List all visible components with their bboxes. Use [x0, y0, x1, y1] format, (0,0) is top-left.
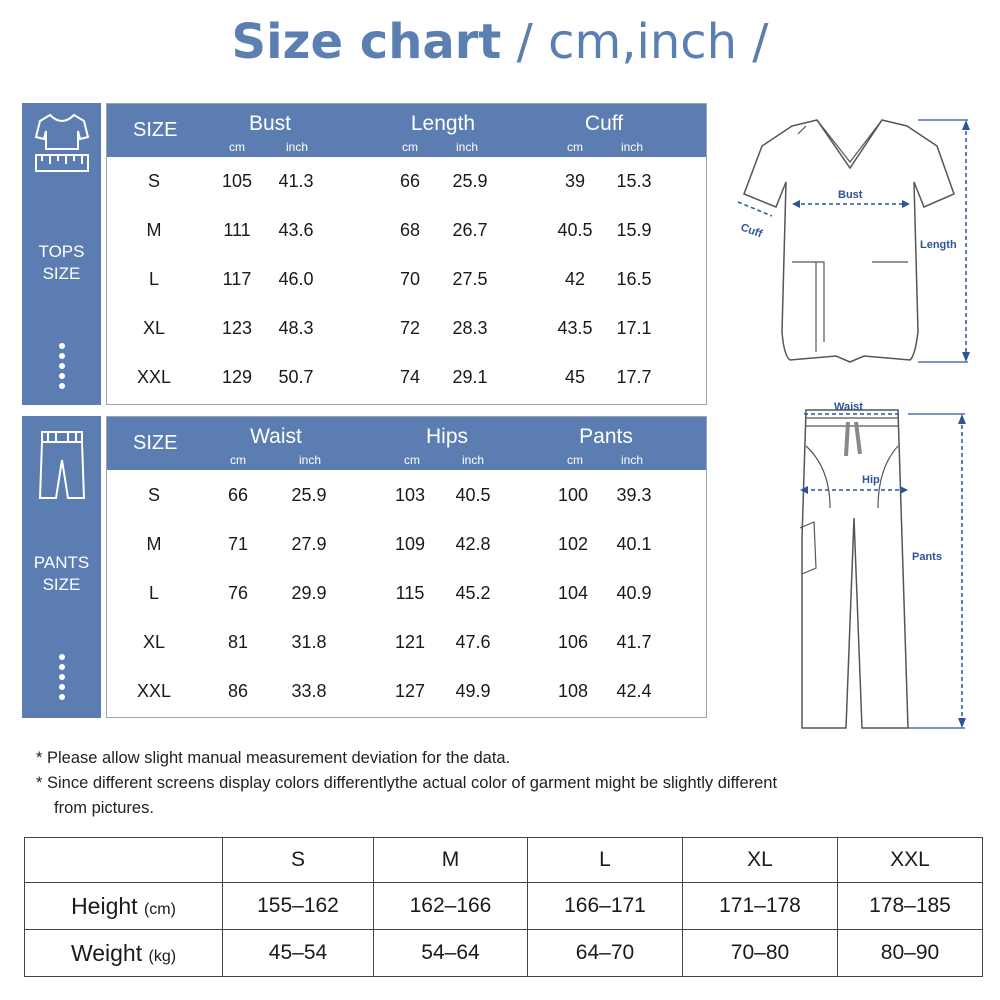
table-cell: 26.7 — [452, 220, 488, 240]
hips-header: Hips — [425, 425, 468, 448]
hw-size-l: L — [528, 838, 683, 883]
pants-table-header — [107, 417, 706, 470]
table-cell: 81 — [227, 632, 249, 652]
unit-cm: cm — [229, 140, 245, 154]
table-cell: 48.3 — [278, 318, 314, 338]
table-cell: 42 — [564, 269, 586, 289]
tops-table-header — [107, 104, 706, 157]
unit-cm: cm — [230, 453, 246, 467]
tops-side-panel — [22, 103, 101, 405]
table-cell: 15.9 — [616, 220, 652, 240]
table-cell: 71 — [227, 534, 249, 554]
table-cell: 25.9 — [452, 171, 488, 191]
unit-inch: inch — [461, 453, 484, 467]
table-cell: 16.5 — [616, 269, 652, 289]
weight-xxl: 80–90 — [838, 930, 983, 977]
pants-size-label: SIZE — [42, 575, 81, 594]
table-cell: 104 — [557, 583, 589, 603]
title-main: Size chart — [231, 14, 502, 70]
unit-inch: inch — [285, 140, 308, 154]
table-cell: 127 — [394, 681, 426, 701]
unit-cm: cm — [567, 453, 583, 467]
height-xl: 171–178 — [683, 883, 838, 930]
table-cell: 66 — [227, 485, 249, 505]
table-cell: 15.3 — [616, 171, 652, 191]
weight-xl: 70–80 — [683, 930, 838, 977]
table-cell: 39 — [564, 171, 586, 191]
size-cell: XXL — [136, 681, 172, 701]
table-cell: 103 — [394, 485, 426, 505]
pants-length-label: Pants — [912, 551, 942, 563]
tops-size-label: SIZE — [42, 264, 81, 283]
unit-inch: inch — [298, 453, 321, 467]
hw-size-xxl: XXL — [838, 838, 983, 883]
weight-unit: (kg) — [148, 947, 177, 965]
weight-m: 54–64 — [374, 930, 528, 977]
hip-label: Hip — [862, 474, 880, 486]
tops-size-table — [106, 103, 707, 405]
size-cell: XXL — [136, 367, 172, 387]
height-weight-table — [24, 837, 983, 977]
pants-label: PANTS — [33, 553, 90, 572]
dots-icon — [59, 343, 65, 393]
table-cell: 50.7 — [278, 367, 314, 387]
table-cell: 121 — [394, 632, 426, 652]
size-cell: M — [146, 534, 162, 554]
table-cell: 100 — [557, 485, 589, 505]
note-1: * Please allow slight manual measurement deviation for the data. — [36, 749, 511, 767]
hw-size-s: S — [223, 838, 374, 883]
table-cell: 117 — [222, 269, 252, 289]
table-cell: 43.5 — [557, 318, 593, 338]
pants-header: Pants — [579, 425, 633, 448]
table-cell: 40.9 — [616, 583, 652, 603]
weight-s: 45–54 — [223, 930, 374, 977]
table-cell: 39.3 — [616, 485, 652, 505]
unit-inch: inch — [620, 453, 643, 467]
size-cell: L — [148, 269, 159, 289]
height-xxl: 178–185 — [838, 883, 983, 930]
hw-corner-cell — [25, 838, 223, 883]
table-cell: 25.9 — [291, 485, 327, 505]
unit-cm: cm — [567, 140, 583, 154]
size-cell: XL — [142, 318, 166, 338]
size-cell: XL — [142, 632, 166, 652]
table-cell: 45.2 — [455, 583, 491, 603]
bust-label: Bust — [838, 189, 863, 201]
table-cell: 46.0 — [278, 269, 314, 289]
height-l: 166–171 — [528, 883, 683, 930]
table-cell: 74 — [399, 367, 421, 387]
table-cell: 42.8 — [455, 534, 491, 554]
size-cell: S — [147, 485, 160, 505]
height-row — [25, 883, 983, 930]
note-2: * Since different screens display colors differentlythe actual color of garment might be slightly different — [36, 774, 778, 792]
height-label-cell — [25, 883, 223, 930]
table-cell: 40.5 — [455, 485, 491, 505]
table-cell: 47.6 — [455, 632, 491, 652]
table-cell: 86 — [227, 681, 249, 701]
hw-size-m: M — [374, 838, 528, 883]
weight-l: 64–70 — [528, 930, 683, 977]
cuff-header: Cuff — [584, 112, 624, 135]
weight-row — [25, 930, 983, 977]
waist-header: Waist — [250, 425, 302, 448]
table-cell: 29.1 — [452, 367, 488, 387]
table-cell: 129 — [221, 367, 253, 387]
size-cell: S — [147, 171, 160, 191]
title-units: / cm,inch / — [516, 14, 769, 70]
table-cell: 115 — [395, 583, 425, 603]
height-unit: (cm) — [143, 900, 176, 918]
length-label: Length — [920, 239, 957, 251]
pants-size-table — [106, 416, 707, 718]
table-cell: 31.8 — [291, 632, 327, 652]
table-cell: 49.9 — [455, 681, 491, 701]
weight-label: Weight — [70, 939, 143, 966]
table-cell: 123 — [221, 318, 253, 338]
table-cell: 43.6 — [278, 220, 314, 240]
unit-inch: inch — [455, 140, 478, 154]
table-cell: 29.9 — [291, 583, 327, 603]
table-cell: 28.3 — [452, 318, 488, 338]
table-cell: 66 — [399, 171, 421, 191]
table-cell: 111 — [223, 220, 251, 240]
table-cell: 45 — [564, 367, 586, 387]
table-cell: 41.7 — [616, 632, 652, 652]
table-cell: 42.4 — [616, 681, 652, 701]
table-cell: 109 — [394, 534, 426, 554]
table-cell: 72 — [399, 318, 421, 338]
size-cell: M — [146, 220, 162, 240]
tops-label: TOPS — [38, 242, 85, 261]
pants-icon — [36, 428, 88, 509]
notes — [36, 746, 777, 821]
page-title — [0, 14, 1000, 70]
unit-cm: cm — [404, 453, 420, 467]
note-2-continued: from pictures. — [54, 799, 154, 817]
bust-header: Bust — [248, 112, 292, 135]
table-cell: 27.9 — [291, 534, 327, 554]
waist-label: Waist — [834, 401, 863, 413]
table-cell: 33.8 — [291, 681, 327, 701]
table-cell: 106 — [557, 632, 589, 652]
size-header: SIZE — [133, 432, 178, 454]
table-cell: 41.3 — [278, 171, 314, 191]
table-cell: 17.1 — [616, 318, 652, 338]
table-cell: 27.5 — [452, 269, 488, 289]
dots-icon — [59, 654, 65, 704]
table-cell: 40.1 — [616, 534, 652, 554]
height-s: 155–162 — [223, 883, 374, 930]
table-cell: 17.7 — [616, 367, 652, 387]
cuff-label: Cuff — [738, 221, 764, 241]
shirt-icon — [32, 109, 92, 186]
table-cell: 105 — [221, 171, 253, 191]
table-cell: 68 — [399, 220, 421, 240]
table-cell: 102 — [557, 534, 589, 554]
table-cell: 108 — [557, 681, 589, 701]
unit-inch: inch — [620, 140, 643, 154]
pants-measurement-diagram — [790, 398, 975, 736]
pants-outline — [802, 410, 908, 728]
pants-side-panel — [22, 416, 101, 718]
hw-header-row — [25, 838, 983, 883]
length-header: Length — [410, 112, 476, 135]
unit-cm: cm — [402, 140, 418, 154]
top-measurement-diagram — [732, 112, 982, 374]
weight-label-cell — [25, 930, 223, 977]
height-label: Height — [71, 892, 138, 919]
hw-size-xl: XL — [683, 838, 838, 883]
table-cell: 76 — [227, 583, 249, 603]
table-cell: 40.5 — [557, 220, 593, 240]
size-header: SIZE — [133, 119, 178, 141]
size-cell: L — [148, 583, 159, 603]
height-m: 162–166 — [374, 883, 528, 930]
table-cell: 70 — [399, 269, 421, 289]
